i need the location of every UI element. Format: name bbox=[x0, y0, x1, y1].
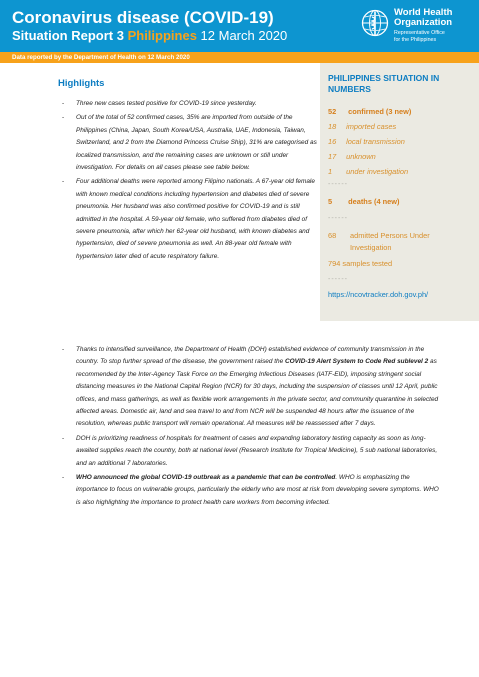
pandemic-announcement: WHO announced the global COVID-19 outbreak as a pandemic that can be controlled bbox=[76, 474, 336, 482]
stat-row: 17 unknown bbox=[328, 152, 376, 161]
divider: ------ bbox=[328, 276, 348, 283]
report-number: Situation Report 3 bbox=[12, 28, 124, 43]
samples-tested: 794 samples tested bbox=[328, 259, 393, 268]
who-name: World Health Organization bbox=[394, 7, 453, 28]
report-header bbox=[0, 0, 479, 52]
highlight-bullet-1: - Three new cases tested positive for COVID-19 since yesterday. bbox=[62, 98, 318, 110]
highlight-bullet-5: - DOH is prioritizing readiness of hospitals for treatment of cases and expanding laboratory testing capacity as soon as long-awaited supplies reach the country, both at national level (Research Institute for Tropical Medicine), 5 sub national laboratories, and an additional 7 laboratories. bbox=[62, 433, 440, 470]
stat-row: 1 under investigation bbox=[328, 167, 409, 176]
tracker-link[interactable]: https://ncovtracker.doh.gov.ph/ bbox=[328, 290, 429, 299]
situation-in-numbers-panel bbox=[320, 63, 479, 321]
deaths-row: 5 deaths (4 new) bbox=[328, 197, 400, 206]
stat-row: 18 imported cases bbox=[328, 122, 397, 131]
highlights-full-width bbox=[62, 344, 440, 509]
divider: ------ bbox=[328, 215, 348, 222]
situation-title: PHILIPPINES SITUATION IN NUMBERS bbox=[328, 73, 440, 94]
report-title: Coronavirus disease (COVID-19) bbox=[12, 8, 274, 27]
stat-row: 16 local transmission bbox=[328, 137, 405, 146]
report-subtitle bbox=[12, 28, 287, 44]
highlight-bullet-6: - WHO announced the global COVID-19 outbreak as a pandemic that can be controlled. WHO is emphasizing the importance to focus on vulnerable groups, particularly the elderly who are most at risk from developing severe symptoms. WHO is also highlighting the importance to protect health care workers from becoming infected. bbox=[62, 472, 440, 509]
who-emblem-icon bbox=[360, 8, 390, 38]
divider: ------ bbox=[328, 181, 348, 188]
highlight-bullet-4: - Thanks to intensified surveillance, the Department of Health (DOH) established evidence of community transmission in the country. To stop further spread of the disease, the government raised the COVID-19 Alert System to Code Red sublevel 2 as recommended by the Inter-Agency Task Force on the Emerging Infectious Diseases (IATF-EID), imposing stringent social distancing measures in the National Capital Region (NCR) for 30 days, including the suspension of classes until 12 April, public offices, and mass gatherings, as well as flexible work arrangements in the private sector, and community quarantine in selected affected areas. Domestic air, land and sea travel to and from NCR will be suspended 48 hours after the issuance of the resolution, whereas public transport will remain operational. All measures will be reassessed after 7 days. bbox=[62, 344, 440, 431]
data-source-text: Data reported by the Department of Health on 12 March 2020 bbox=[12, 54, 190, 61]
report-country: Philippines bbox=[127, 28, 197, 43]
admitted-row: 68 admitted Persons Under Investigation bbox=[328, 231, 430, 252]
report-date: 12 March 2020 bbox=[200, 28, 288, 43]
highlight-bullet-3: - Four additional deaths were reported among Filipino nationals. A 67-year old female with known medical conditions including hypertension and diabetes died of severe pneumonia. Her husband was also confirmed positive for COVID-19 and is still admitted in the hospital. A 59-year old female, who suffered from diabetes died of severe pneumonia, after which her 62-year old husband, with known diabetes and hypertension, died of severe pneumonia as well. An 88-year old female with hypertension later died of acute respiratory failure. bbox=[62, 176, 318, 263]
confirmed-row: 52 confirmed (3 new) bbox=[328, 107, 412, 116]
alert-code-red: COVID-19 Alert System to Code Red sublevel 2 bbox=[284, 358, 429, 366]
highlights-column bbox=[62, 98, 318, 263]
highlights-title: Highlights bbox=[58, 78, 105, 89]
highlight-bullet-2: - Out of the total of 52 confirmed cases, 35% are imported from outside of the Philippines (China, Japan, South Korea/USA, Australia, UAE, Indonesia, Taiwan, Switzerland, and 2 from the Diamond Princess Cruise Ship), 31% are categorised as localized transmission, and the remaining cases are unknown or still under investigation. For details on all cases please see table below. bbox=[62, 112, 318, 174]
who-office: Representative Office for the Philippines bbox=[394, 30, 445, 43]
data-source-banner bbox=[0, 52, 479, 63]
